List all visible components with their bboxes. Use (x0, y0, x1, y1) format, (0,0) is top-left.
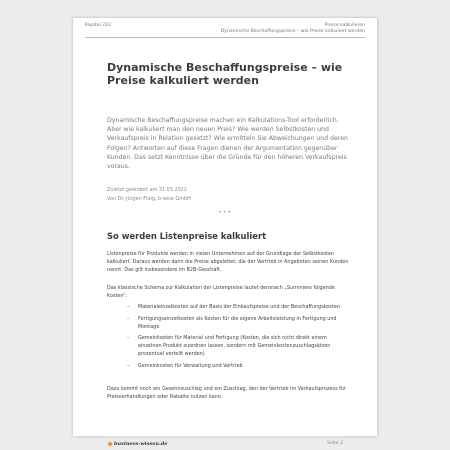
body-paragraph-3: Dazu kommt noch ein Gewinnzuschlag und ein Zuschlag, den der Vertrieb im Verkaufsprozess für Preisverhandlungen oder Rabatte nutzen kann. (107, 386, 346, 400)
list-item: – Gemeinkosten für Material und Fertigung (Kosten, die sich nicht direkt einem einzelnen Produkt zuordnen lassen, sondern mit Gemeinkostenzuschlagsätzen prozentual verteilt werden) (127, 335, 331, 357)
author-line: Von Dr. Jürgen Fleig, b-wise GmbH (107, 196, 191, 202)
intro-paragraph: Dynamische Beschaffungspreise machen ein Kalkulations-Tool erforderlich. Aber wie kalkuliert man den neuen Preis? Wie werden Selbstkosten und Verkaufspreis in Relation gesetzt? Wie ermitteln Sie Abweichungen und deren Folgen? Antworten auf diese Fragen dienen der Argumentation gegenüber Kunden. Das setzt Kenntnisse über die Gründe für den höheren Verkaufspreis voraus. (107, 117, 348, 171)
header-section: Preise kalkulieren (324, 23, 365, 28)
cost-list (127, 303, 349, 373)
header-subsection: Dynamische Beschaffungspreise – wie Preise kalkuliert werden (220, 29, 365, 34)
brand-name: business-wissen.de (114, 441, 168, 447)
separator-dots: ••• (218, 209, 232, 216)
brand-dot-icon (108, 442, 112, 446)
page-title: Dynamische Beschaffungspreise – wie Preise kalkuliert werden (107, 61, 343, 87)
last-updated: Zuletzt geändert am 31.03.2022 (107, 187, 187, 193)
footer-divider (107, 436, 343, 437)
list-item: – Fertigungseinzelkosten als Kosten für die eigene Arbeitsleistung in Fertigung und Montage (127, 315, 337, 330)
body-paragraph-1: Listenpreise für Produkte werden in vielen Unternehmen auf der Grundlage der Selbstkosten kalkuliert. Daraus werden dann die Preise abgeleitet, die der Vertrieb in Angeboten seinen Kunden nennt. Das gilt insbesondere im B2B-Geschäft. (107, 251, 349, 273)
body-paragraph-2: Das klassische Schema zur Kalkulation der Listenpreise lautet demnach „Summiere folgende Kosten“: (107, 285, 335, 299)
section-heading: So werden Listenpreise kalkuliert (107, 231, 267, 241)
header-chapter: Kapitel 222 (85, 23, 112, 28)
header-divider (85, 37, 365, 38)
page-number: Seite 2 (326, 441, 343, 446)
list-item: – Gemeinkosten für Verwaltung und Vertrieb (127, 362, 243, 369)
list-item: – Materialeinzelkosten auf der Basis der Einkaufspreise und der Beschaffungskosten (127, 304, 340, 310)
brand-logo (108, 441, 167, 447)
document-page (73, 18, 377, 447)
header-breadcrumb (221, 23, 365, 35)
